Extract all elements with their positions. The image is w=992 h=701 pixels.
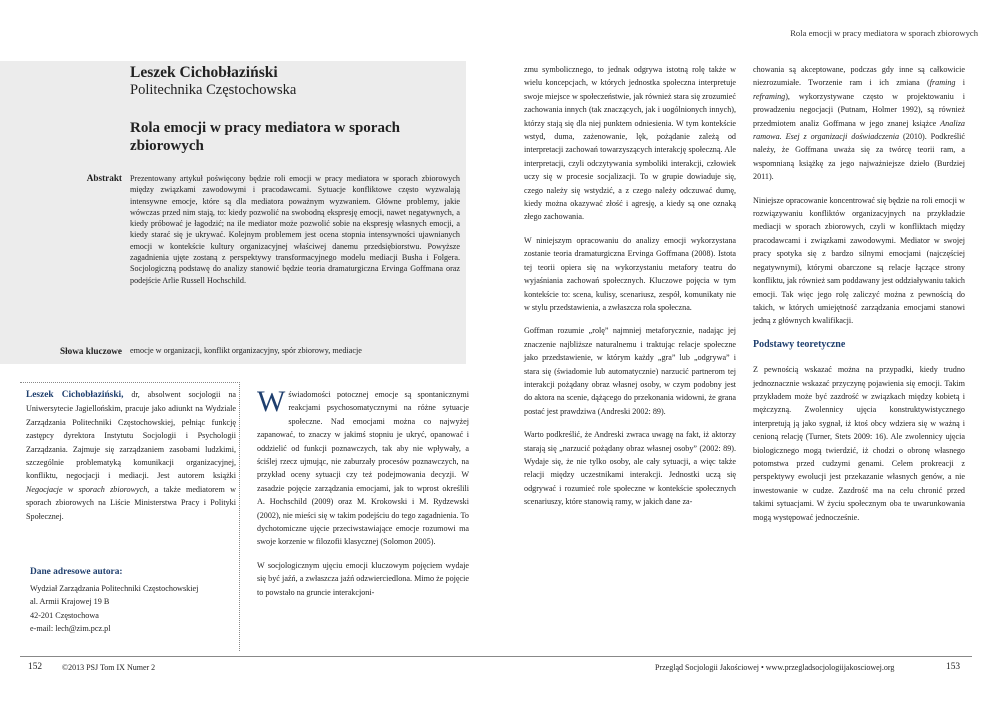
address-line: 42-201 Częstochowa <box>30 610 99 620</box>
author-name: Leszek Cichobłaziński <box>130 64 278 81</box>
address-block <box>30 582 198 636</box>
bio-author-name: Leszek Cichobłaziński, <box>26 390 124 400</box>
keywords-text: emocje w organizacji, konflikt organizacyjny, spór zbiorowy, mediacje <box>130 346 362 355</box>
page-number-right: 153 <box>946 662 961 672</box>
abstract-label: Abstrakt <box>86 173 122 183</box>
paragraph: Goffman rozumie „rolę” najmniej metaforycznie, nadając jej znaczenie najbliższe naturalnemu i traktując relacje społeczne jako przedstawienie, w którym każdy „gra” lub „odgrywa” i stara się (świadomie lub automatycznie) narzucić partnerom tej interakcji pożądany obraz własnej osoby, w czym podobny jest do aktora na scenie, dążącego do przekonania widowni, że grana postać jest prawdziwa (Andreski 2002: 89). <box>524 326 736 416</box>
paragraph: zmu symbolicznego, to jednak odgrywa istotną rolę także w wielu koncepcjach, w których jednostka społeczna interpretuje swoje miejsce w społeczeństwie, jak również stara się zrozumieć zachowania innych (tak znaczących, jak i uogólnionych innych), którzy stają się dla niej punktem odniesienia. W tym kontekście wstyd, duma, zażenowanie, lęk, pożądanie zależą od interpretacji zachowań towarzyszących interakcję społeczną. Ale interpretacji, czyli odczytywania symboliki interakcji, człowiek uczy się w procesie socjalizacji. To w grupie dowiaduje się, czego należy się wstydzić, a z czego należy odczuwać dumę, kiedy można okazywać złość i agresję, a kiedy są one oznaką złego zachowania. <box>524 65 736 222</box>
body-column-3 <box>524 63 736 519</box>
body-column-2 <box>257 385 469 609</box>
abstract-text: Prezentowany artykuł poświęcony będzie roli emocji w pracy mediatora w sporach zbiorowych między związkami zawodowymi i pracodawcami. Sytuacje konfliktowe często wyzwalają intensywne emocje, które są dla mediatora poważnym wyzwaniem. Główne problemy, jakie wówczas przed nim stają, to: kiedy pozwolić na swobodną ekspresję emocji, nawet negatywnych, a kiedy próbować je łagodzić; na ile mediator może pozwolić sobie na ekspresję własnych emocji, a kiedy starać się je ukrywać. Kolejnym problemem jest ocena stopnia intensywności ujawnianych emocji w kontekście kultury organizacyjnej właściwej danemu przedsiębiorstwu. Powyższe zagadnienia ujęte zostaną z perspektywy transformacyjnego modelu mediacji Busha i Folgera. Socjologiczną podstawę do analizy stanowić będzie teoria dramaturgiczna Ervinga Goffmana oraz podejście Arlie Russell Hochschild. <box>130 174 460 285</box>
journal-issue: ©2013 PSJ Tom IX Numer 2 <box>62 663 156 672</box>
author-bio <box>26 388 236 523</box>
address-line: Wydział Zarządzania Politechniki Częstochowskiej <box>30 584 199 593</box>
address-line: al. Armii Krajowej 19 B <box>30 597 110 607</box>
page-number-left: 152 <box>28 662 43 672</box>
paragraph: chowania są akceptowane, podczas gdy inne są całkowicie niezrozumiałe. Tworzenie ram i ich zmiana (framing i reframing), wykorzystywane często w projektowaniu i prowadzeniu negocjacji (Putnam, Holmer 1992), są również przedmiotem analiz Goffmana w jego znanej książce Analiza ramowa. Esej z organizacji doświadczenia (2010). Podkreślić należy, że Goffmana uważa się za twórcę teorii ram, a wspomnianą książkę za jego najważniejsze dzieło (Burdziej 2011). <box>753 65 965 182</box>
bio-text-part-2: , a także mediatorem w sporach zbiorowych na Liście Ministerstwa Pracy i Polityki Społecznej. <box>26 484 236 521</box>
paragraph: W niniejszym opracowaniu do analizy emocji wykorzystana zostanie teoria dramaturgiczna Ervinga Goffmana (2008). Istota tej teorii opiera się na wykorzystaniu metafory teatru do wyjaśniania zachowań społecznych. Kluczowe pojęcia w tym kontekście to: scena, kulisy, scenariusz, zespół, komunikaty nie w stylu przedstawienia, a zwłaszcza rola społeczna. <box>524 235 736 312</box>
address-email: e-mail: lech@zim.pcz.pl <box>30 624 111 634</box>
bio-book-title: Negocjacje w sporach zbiorowych <box>26 484 148 494</box>
address-heading: Dane adresowe autora: <box>30 567 123 577</box>
paragraph: Z pewnością wskazać można na przypadki, kiedy trudno jednoznacznie wskazać przyczynę pojawienia się emocji. Takim przykładem może być zazdrość w związkach między kobietą i mężczyzną. Zwolennicy ujęcia konstruktywistycznego interpretują ją jako sygnał, iż ktoś obcy wdziera się w ważną i cenioną relację (Turner, Stets 2009: 16). Ale zwolennicy ujęcia biologicznego mogą twierdzić, iż chodzi o obronę własnego potomstwa przed cudzymi genami. Celem prokreacji z perspektywy ewolucji jest przekazanie własnych genów, a nie inwestowanie w cudze. Zazdrość ma na celu chronić przed takimi sytuacjami. W życiu społecznym oba te uwarunkowania mogą występować jednocześnie. <box>753 365 965 522</box>
section-heading: Podstawy teoretyczne <box>753 338 846 350</box>
paragraph: Niniejsze opracowanie koncentrować się będzie na roli emocji w rozwiązywaniu konfliktów organizacyjnych na przykładzie mediacji w sporach zbiorowych, czyli w konfliktach między pracodawcami i związkami zawodowymi. Mediator w swojej pracy spotyka się z bardzo silnymi emocjami (najczęściej negatywnymi), którymi obarczone są relacje łączące strony konfliktu, jak również sam poddawany jest oddziaływaniu takich emocji. Tak więc jego rolę zaliczyć można z pewnością do takich, w których umiejętność zarządzania emocjami stanowi jedną z głównych kwalifikacji. <box>753 195 965 326</box>
article-title: Rola emocji w pracy mediatora w sporach zbiorowych <box>130 120 400 154</box>
paragraph: W socjologicznym ujęciu emocji kluczowym pojęciem wydaje się być jaźń, a zwłaszcza jaźń odzwierciedlona. Mimo że pojęcie to powstało na gruncie interakcjoni- <box>257 560 469 597</box>
body-column-4 <box>753 63 965 534</box>
bio-text-part-1: dr, absolwent socjologii na Uniwersytecie Jagiellońskim, pracuje jako adiunkt na Wydziale Zarządzania Politechniki Częstochowskiej, pełniąc funkcję zastępcy dyrektora Instytutu Socjologii i Psychologii Zarządzania. Zajmuje się zarządzaniem zasobami ludzkimi, szczególnie problematyką komunikacji organizacyjnej, konfliktu, negocjacji i mediacji. Jest autorem książki <box>26 390 236 481</box>
journal-name: Przegląd Socjologii Jakościowej • www.przegladsocjologiijakosciowej.org <box>655 663 895 672</box>
running-header: Rola emocji w pracy mediatora w sporach zbiorowych <box>790 28 978 38</box>
paragraph: Warto podkreślić, że Andreski zwraca uwagę na fakt, iż aktorzy starają się „narzucić pożądany obraz własnej osoby” (2002: 89). Wydaje się, że nie tylko osoby, ale cały sytuacji, a więc także relacji między uczestnikami interakcji. Jednostki uczą się odgrywać i rozumieć role społeczne w kontekście społecznych scenariuszy, które stanowią ramy, w jakich dane za- <box>524 430 736 507</box>
paragraph: Wświadomości potocznej emocje są spontanicznymi reakcjami psychosomatycznymi na różne sytuacje społeczne. Nad emocjami można co najwyżej zapanować, to znaczy w jakimś stopniu je ukryć, opanować i oddzielić od funkcji poznawczych, tak aby nie wpływały, a ściślej rzecz ujmując, nie zaburzały procesów poznawczych, na przykład oceny sytuacji czy też podejmowania decyzji. W zasadzie pojęcie zarządzania emocjami, jak to wprost określili A. Hochschild (2009) oraz M. Krokowski i M. Rydzewski (2002), nie mieści się w takim podejściu do tego zagadnienia. To dychotomiczne ujęcie przeciwstawiające emocje rozumowi ma swoje korzenie w filozofii klasycznej (Solomon 2005). <box>257 385 469 547</box>
author-affiliation: Politechnika Częstochowska <box>130 82 297 98</box>
keywords-label: Słowa kluczowe <box>59 346 122 356</box>
drop-cap: W <box>257 385 286 418</box>
footer-rule <box>20 656 972 657</box>
